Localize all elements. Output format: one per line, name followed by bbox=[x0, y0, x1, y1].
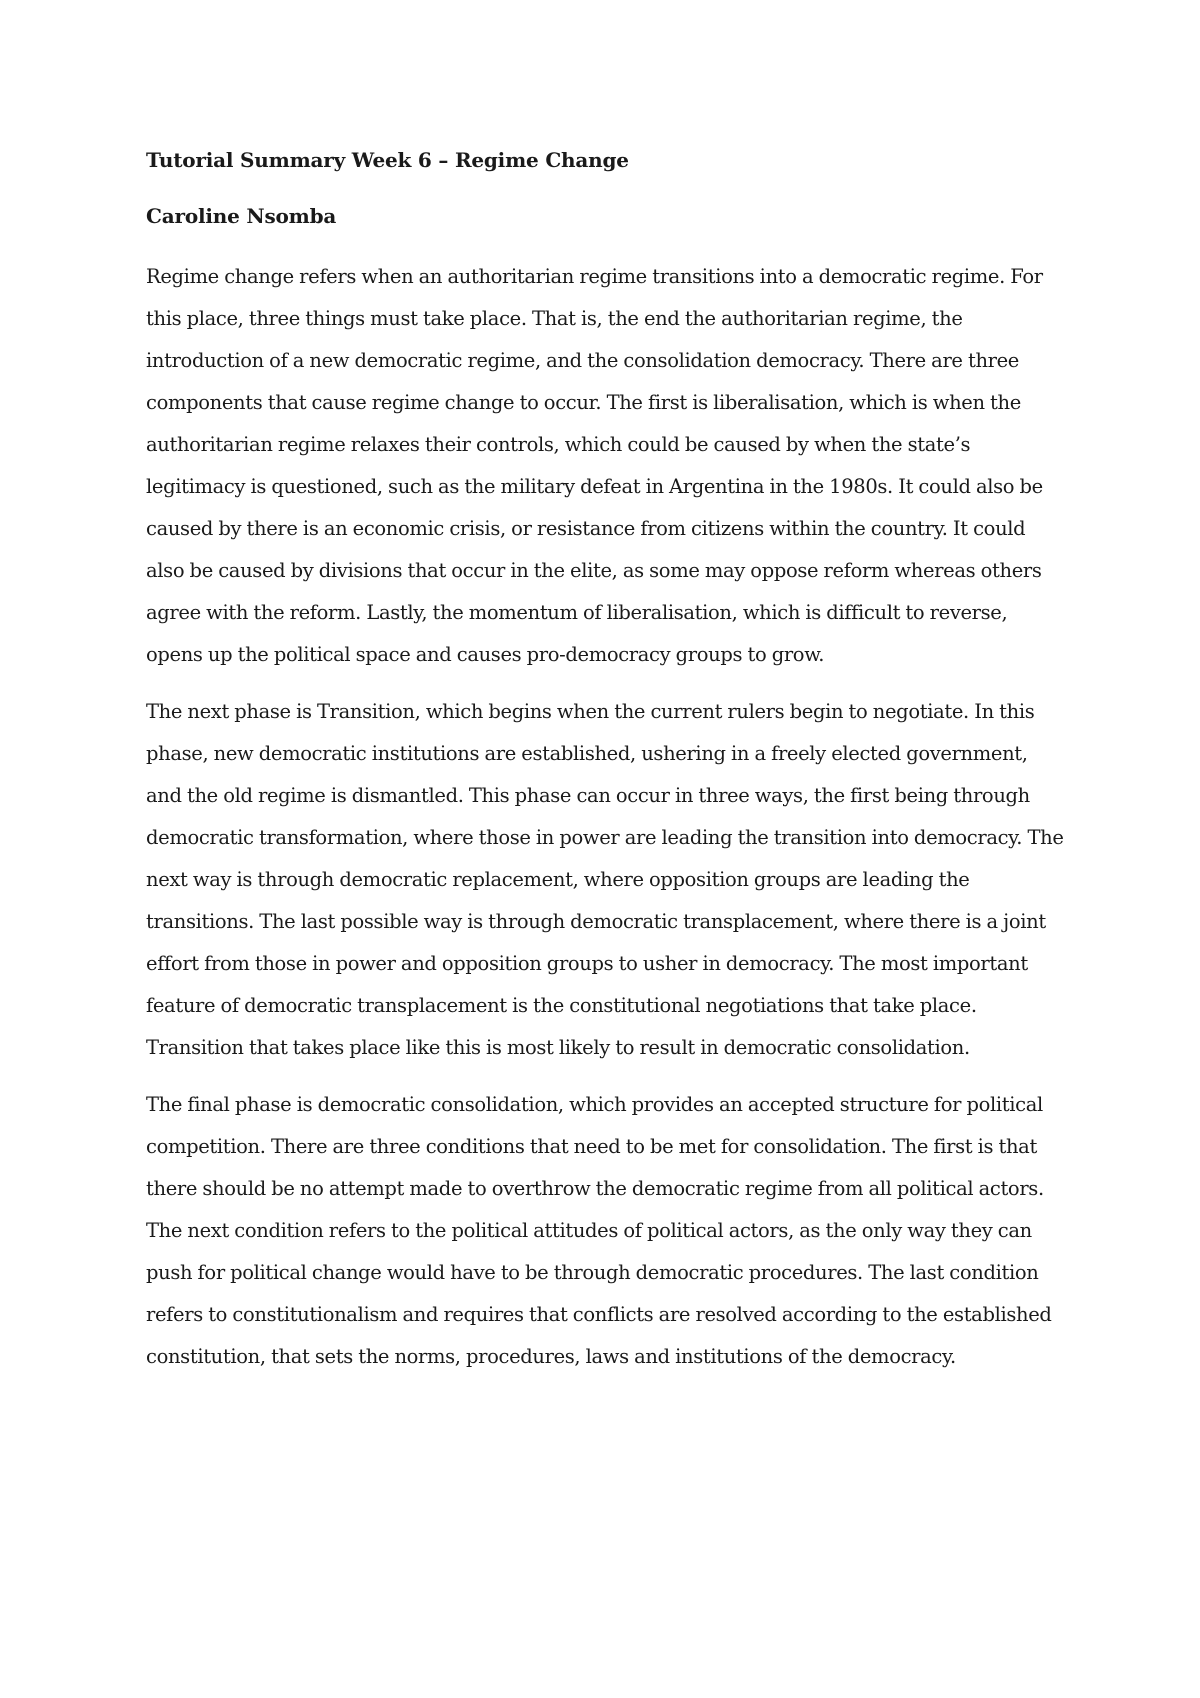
paragraph-consolidation: The final phase is democratic consolidation, which provides an accepted structure for political competition. There are three conditions that need to be met for consolidation. The first is that there should be no attempt made to overthrow the democratic regime from all political actors. The next condition refers to the political attitudes of political actors, as the only way they can push for political change would have to be through democratic procedures. The last condition refers to constitutionalism and requires that conflicts are resolved according to the established constitution, that sets the norms, procedures, laws and institutions of the democracy. bbox=[146, 1093, 1052, 1368]
paragraph-liberalisation: Regime change refers when an authoritarian regime transitions into a democratic regime. For this place, three things must take place. That is, the end the authoritarian regime, the introduction of a new democratic regime, and the consolidation democracy. There are three components that cause regime change to occur. The first is liberalisation, which is when the authoritarian regime relaxes their controls, which could be caused by when the state’s legitimacy is questioned, such as the military defeat in Argentina in the 1980s. It could also be caused by there is an economic crisis, or resistance from citizens within the country. It could also be caused by divisions that occur in the elite, as some may oppose reform whereas others agree with the reform. Lastly, the momentum of liberalisation, which is difficult to reverse, opens up the political space and causes pro-democracy groups to grow. bbox=[146, 265, 1043, 666]
document-body bbox=[146, 145, 1066, 1393]
document-author: Caroline Nsomba bbox=[146, 204, 337, 228]
paragraph-transition: The next phase is Transition, which begins when the current rulers begin to negotiate. In this phase, new democratic institutions are established, ushering in a freely elected government, and the old regime is dismantled. This phase can occur in three ways, the first being through democratic transformation, where those in power are leading the transition into democracy. The next way is through democratic replacement, where opposition groups are leading the transitions. The last possible way is through democratic transplacement, where there is a joint effort from those in power and opposition groups to usher in democracy. The most important feature of democratic transplacement is the constitutional negotiations that take place. Transition that takes place like this is most likely to result in democratic consolidation. bbox=[146, 700, 1064, 1059]
document-title: Tutorial Summary Week 6 – Regime Change bbox=[146, 148, 629, 172]
